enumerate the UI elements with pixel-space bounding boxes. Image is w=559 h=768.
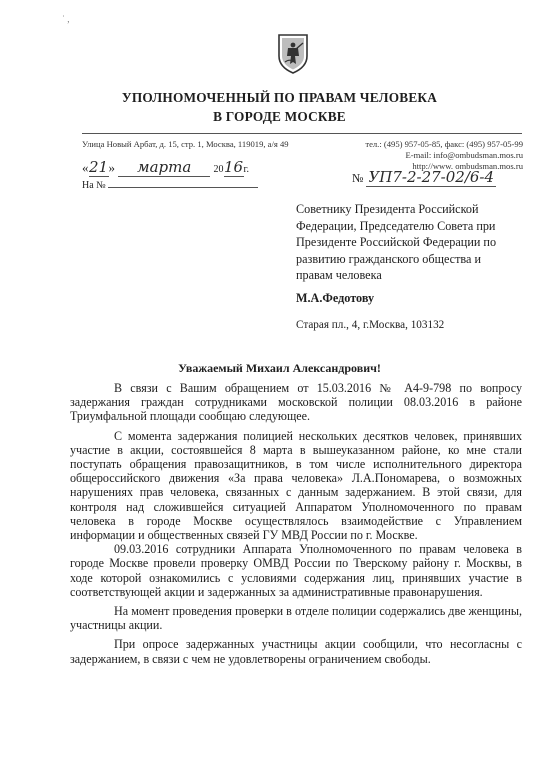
outgoing-number	[352, 168, 496, 187]
scan-mark: ˙ ,	[62, 14, 70, 24]
recipient-line: правам человека	[296, 268, 382, 283]
moscow-coat-of-arms-icon	[276, 32, 310, 74]
org-title-line2: В ГОРОДЕ МОСКВЕ	[213, 109, 346, 124]
salutation: Уважаемый Михаил Александрович!	[178, 361, 381, 375]
body-paragraph: С момента задержания полицией нескольких десятков человек, принявших участие в акции, состоявшейся 8 марта в вышеуказанном районе, ко мне стали поступать обращения правозащитников, в том числе исполнительного директора общероссийского движения «За права человека» Л.А.Пономарева, о возможных нарушениях прав человека, связанных с данным задержанием. В этой связи, для контроля над сложившейся ситуацией Аппаратом Уполномоченного по правам человека в городе Москве осуществлялось взаимодействие с Управлением информации и общественных связей ГУ МВД России по г. Москве.	[70, 428, 522, 543]
org-phone: тел.: (495) 957-05-85, факс: (495) 957-05-99	[365, 139, 523, 149]
org-contacts	[352, 139, 523, 171]
body-paragraph: 09.03.2016 сотрудники Аппарата Уполномоченного по правам человека в городе Москве провели проверку ОМВД России по Тверскому району г. Москвы, в ходе которой ознакомились с условиями содержания лиц, принявших участие в соответствующей акции и задержанных за административные правонарушения.	[70, 542, 522, 599]
org-website: http://www. ombudsman.mos.ru	[412, 160, 523, 171]
recipient-line: Советнику Президента Российской	[296, 202, 479, 216]
recipient-name: М.А.Федотову	[296, 291, 375, 305]
date-year-suffix: г.	[243, 164, 249, 175]
date-year: 16	[223, 158, 244, 176]
recipient-line: Президенте Российской Федерации по	[296, 235, 497, 250]
body-paragraph: В связи с Вашим обращением от 15.03.2016 № А4-9-798 по вопросу задержания граждан сотрудниками московской полиции 08.03.2016 в районе Триумфальной площади сообщаю следующее.	[70, 381, 522, 424]
recipient-block	[296, 201, 524, 284]
outgoing-number-value: УП7-2-27-02/6-4	[368, 168, 495, 186]
letterhead-divider	[82, 133, 522, 134]
recipient-line: Федерации, Председателю Совета при	[296, 218, 496, 233]
date-day: 21	[88, 158, 109, 176]
reference-number	[82, 178, 258, 191]
org-email: E-mail: info@ombudsman.mos.ru	[405, 149, 523, 160]
recipient-address: Старая пл., 4, г.Москва, 103132	[296, 319, 445, 331]
recipient-line: развитию гражданского общества и	[296, 251, 481, 266]
date-open-quote: «	[82, 160, 89, 175]
letter-body	[70, 381, 522, 671]
letter-date	[82, 158, 249, 177]
body-paragraph: На момент проведения проверки в отделе полиции содержались две женщины, участницы акции.	[70, 604, 522, 633]
date-close-quote: »	[108, 160, 115, 175]
reference-number-label: На №	[82, 180, 106, 191]
outgoing-number-prefix: №	[352, 171, 364, 185]
org-title-line1: УПОЛНОМОЧЕННЫЙ ПО ПРАВАМ ЧЕЛОВЕКА	[121, 90, 438, 105]
reference-number-line	[108, 178, 258, 188]
date-year-prefix: 20	[213, 164, 224, 175]
date-month: марта	[118, 158, 210, 177]
org-address: Улица Новый Арбат, д. 15, стр. 1, Москва, 119019, а/я 49	[82, 139, 289, 149]
body-paragraph: При опросе задержанных участницы акции сообщили, что несогласны с задержанием, в связи с чем не удовлетворены ограничением свободы.	[70, 637, 522, 666]
